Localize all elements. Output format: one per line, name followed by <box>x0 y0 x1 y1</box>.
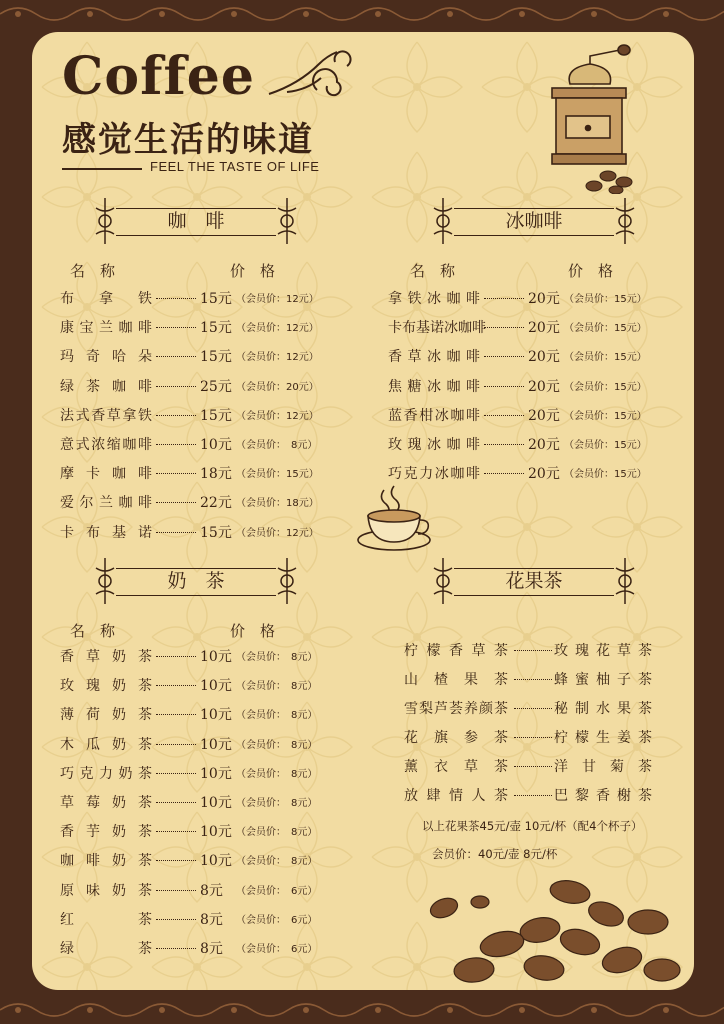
iced-col-price: 价 格 <box>568 262 614 280</box>
dot-leader <box>156 356 196 357</box>
item-price: 10元 <box>200 649 232 665</box>
menu-item-row <box>388 346 648 366</box>
item-name: 玛奇哈朵 <box>60 349 152 366</box>
dot-leader <box>484 444 524 445</box>
fruittea-section-header <box>430 556 638 606</box>
item-member-price: （会员价：12元） <box>236 527 319 539</box>
item-name: 意式浓缩咖啡 <box>60 437 152 453</box>
item-name: 爱尔兰咖啡 <box>60 495 152 512</box>
dot-leader <box>484 415 524 416</box>
coffee-cup-icon <box>354 482 434 562</box>
item-member-price: （会员价：18元） <box>236 498 319 510</box>
fruittea-row <box>404 640 654 660</box>
menu-item-row <box>60 317 320 337</box>
menu-item-row <box>388 434 648 454</box>
fruittea-row <box>404 669 654 689</box>
fruittea-name-right: 柠檬生姜茶 <box>554 730 652 746</box>
fruittea-price-note: 以上花果茶45元/壶 10元/杯（配4个杯子） <box>422 819 643 833</box>
item-member-price: （会员价：12元） <box>236 323 319 335</box>
item-name: 拿铁冰咖啡 <box>388 291 480 307</box>
dot-leader <box>156 444 196 445</box>
fruittea-name-left: 山楂果茶 <box>404 672 508 688</box>
menu-item-row <box>60 463 320 483</box>
menu-item-row <box>388 288 648 308</box>
menu-item-row <box>388 463 648 483</box>
item-member-price: （会员价：15元） <box>236 469 319 481</box>
item-price: 15元 <box>200 349 232 366</box>
item-price: 20元 <box>528 407 560 424</box>
item-price: 20元 <box>528 291 560 307</box>
menu-item-row <box>60 405 320 425</box>
milktea-section-header <box>92 556 300 606</box>
fruittea-name-right: 洋甘菊茶 <box>554 759 652 775</box>
item-member-price: （会员价：12元） <box>236 294 319 305</box>
item-name: 摩卡咖啡 <box>60 466 152 483</box>
coffee-section-title: 咖 啡 <box>167 210 225 232</box>
item-member-price: （会员价： 8元） <box>236 827 318 839</box>
item-member-price: （会员价： 8元） <box>236 681 318 693</box>
dot-leader <box>484 356 524 357</box>
bottom-border-ornament <box>0 996 724 1024</box>
menu-item-row <box>60 880 320 900</box>
dot-leader <box>484 327 524 328</box>
dot-leader <box>156 656 196 657</box>
dot-leader <box>156 831 196 832</box>
item-price: 10元 <box>200 853 232 870</box>
fruittea-name-left: 雪梨芦荟养颜茶 <box>404 701 508 717</box>
item-member-price: （会员价：15元） <box>564 381 647 393</box>
iced-col-name: 名 称 <box>410 262 456 280</box>
menu-item-row <box>388 405 648 425</box>
dot-leader <box>514 708 552 709</box>
fruittea-section-title: 花果茶 <box>505 570 563 592</box>
dot-leader <box>156 802 196 803</box>
dot-leader <box>156 685 196 686</box>
item-price: 18元 <box>200 466 232 483</box>
dot-leader <box>156 415 196 416</box>
menu-item-row <box>60 434 320 454</box>
dot-leader <box>514 737 552 738</box>
menu-panel <box>32 32 694 990</box>
item-name: 玫瑰冰咖啡 <box>388 437 480 453</box>
item-name: 绿茶 <box>60 941 152 957</box>
dot-leader <box>156 502 196 503</box>
brand-title: Coffee <box>62 46 255 107</box>
item-member-price: （会员价：15元） <box>564 410 647 422</box>
dot-leader <box>156 948 196 949</box>
item-member-price: （会员价： 8元） <box>236 710 318 722</box>
item-price: 10元 <box>200 437 232 453</box>
item-price: 10元 <box>200 678 232 695</box>
fruittea-name-left: 放肆情人茶 <box>404 788 508 804</box>
item-name: 布拿铁 <box>60 291 152 307</box>
item-name: 原味奶茶 <box>60 882 152 899</box>
dot-leader <box>156 327 196 328</box>
menu-item-row <box>60 646 320 666</box>
dot-leader <box>156 773 196 774</box>
milktea-section-title: 奶 茶 <box>167 570 225 592</box>
item-member-price: （会员价：15元） <box>564 469 647 481</box>
top-border-ornament <box>0 0 724 28</box>
item-price: 15元 <box>200 291 232 307</box>
dot-leader <box>514 679 552 680</box>
item-name: 康宝兰咖啡 <box>60 320 152 337</box>
item-member-price: （会员价： 6元） <box>236 914 318 926</box>
item-member-price: （会员价：15元） <box>564 323 647 335</box>
item-name: 法式香草拿铁 <box>60 407 152 424</box>
item-member-price: （会员价：12元） <box>236 410 319 422</box>
item-price: 10元 <box>200 824 232 841</box>
dot-leader <box>156 386 196 387</box>
item-member-price: （会员价： 8元） <box>236 768 318 780</box>
brand-tagline: FEEL THE TASTE OF LIFE <box>150 159 320 174</box>
menu-item-row <box>60 909 320 929</box>
item-name: 巧克力奶茶 <box>60 765 152 782</box>
item-price: 8元 <box>200 882 223 899</box>
item-name: 草莓奶茶 <box>60 795 152 811</box>
item-price: 20元 <box>528 320 560 337</box>
menu-item-row <box>388 317 648 337</box>
item-name: 巧克力冰咖啡 <box>388 466 480 483</box>
item-price: 8元 <box>200 911 223 928</box>
fruittea-name-left: 薰衣草茶 <box>404 759 508 775</box>
menu-item-row <box>60 346 320 366</box>
item-price: 15元 <box>200 524 232 541</box>
item-member-price: （会员价：20元） <box>236 381 319 393</box>
fruittea-row <box>404 727 654 747</box>
menu-item-row <box>388 376 648 396</box>
iced-section-header <box>430 196 638 246</box>
item-price: 22元 <box>200 495 232 512</box>
coffee-beans-icon <box>400 874 690 990</box>
item-member-price: （会员价： 8元） <box>236 856 318 868</box>
item-member-price: （会员价： 8元） <box>236 798 318 809</box>
dot-leader <box>156 298 196 299</box>
menu-item-row <box>60 288 320 308</box>
dot-leader <box>484 298 524 299</box>
item-member-price: （会员价： 8元） <box>236 652 318 663</box>
item-name: 蓝香柑冰咖啡 <box>388 407 480 424</box>
item-member-price: （会员价：15元） <box>564 440 647 451</box>
item-name: 香草冰咖啡 <box>388 349 480 366</box>
milktea-col-name: 名 称 <box>70 622 116 640</box>
fruittea-name-left: 柠檬香草茶 <box>404 643 508 659</box>
iced-section-title: 冰咖啡 <box>505 210 563 232</box>
item-name: 木瓜奶茶 <box>60 736 152 753</box>
item-member-price: （会员价：15元） <box>564 352 647 364</box>
item-price: 20元 <box>528 349 560 366</box>
coffee-col-name: 名 称 <box>70 262 116 280</box>
menu-item-row <box>60 704 320 724</box>
item-price: 15元 <box>200 407 232 424</box>
milktea-col-price: 价 格 <box>230 622 276 640</box>
item-price: 8元 <box>200 941 223 957</box>
menu-item-row <box>60 734 320 754</box>
menu-item-row <box>60 522 320 542</box>
item-member-price: （会员价：15元） <box>564 294 647 305</box>
fruittea-name-right: 蜂蜜柚子茶 <box>554 672 652 688</box>
item-price: 20元 <box>528 466 560 483</box>
item-member-price: （会员价：12元） <box>236 352 319 364</box>
flourish-icon <box>267 42 357 112</box>
item-name: 焦糖冰咖啡 <box>388 378 480 395</box>
fruittea-name-right: 玫瑰花草茶 <box>554 643 652 659</box>
item-price: 10元 <box>200 736 232 753</box>
dot-leader <box>156 919 196 920</box>
item-name: 绿茶咖啡 <box>60 378 152 395</box>
item-member-price: （会员价： 8元） <box>236 440 318 451</box>
menu-item-row <box>60 792 320 812</box>
item-price: 10元 <box>200 765 232 782</box>
menu-item-row <box>60 376 320 396</box>
menu-item-row <box>60 492 320 512</box>
item-price: 10元 <box>200 707 232 724</box>
tagline-rule <box>62 168 142 170</box>
fruittea-member-note: 会员价：40元/壶 8元/杯 <box>432 847 558 861</box>
item-name: 咖啡奶茶 <box>60 853 152 870</box>
dot-leader <box>514 795 552 796</box>
item-name: 卡布基诺冰咖啡 <box>388 320 486 337</box>
item-member-price: （会员价： 8元） <box>236 739 318 751</box>
dot-leader <box>156 532 196 533</box>
item-price: 15元 <box>200 320 232 337</box>
menu-item-row <box>60 675 320 695</box>
item-name: 薄荷奶茶 <box>60 707 152 724</box>
dot-leader <box>156 473 196 474</box>
menu-item-row <box>60 821 320 841</box>
item-name: 香芋奶茶 <box>60 824 152 841</box>
dot-leader <box>514 650 552 651</box>
fruittea-row <box>404 698 654 718</box>
fruittea-name-right: 巴黎香榭茶 <box>554 788 652 804</box>
dot-leader <box>484 386 524 387</box>
coffee-section-header <box>92 196 300 246</box>
item-name: 玫瑰奶茶 <box>60 678 152 695</box>
coffee-col-price: 价 格 <box>230 262 276 280</box>
item-member-price: （会员价： 6元） <box>236 944 318 955</box>
menu-item-row <box>60 850 320 870</box>
item-price: 20元 <box>528 437 560 453</box>
item-price: 25元 <box>200 378 232 395</box>
coffee-grinder-icon <box>530 44 640 194</box>
fruittea-name-left: 花旗参茶 <box>404 730 508 746</box>
menu-item-row <box>60 763 320 783</box>
dot-leader <box>156 744 196 745</box>
dot-leader <box>514 766 552 767</box>
item-name: 红茶 <box>60 911 152 928</box>
item-price: 20元 <box>528 378 560 395</box>
item-member-price: （会员价： 6元） <box>236 885 318 897</box>
item-name: 卡布基诺 <box>60 524 152 541</box>
dot-leader <box>156 714 196 715</box>
brand-subtitle: 感觉生活的味道 <box>62 120 314 160</box>
dot-leader <box>156 860 196 861</box>
fruittea-row <box>404 785 654 805</box>
item-name: 香草奶茶 <box>60 649 152 665</box>
item-price: 10元 <box>200 795 232 811</box>
fruittea-row <box>404 756 654 776</box>
menu-item-row <box>60 938 320 958</box>
dot-leader <box>484 473 524 474</box>
fruittea-name-right: 秘制水果茶 <box>554 701 652 717</box>
dot-leader <box>156 890 196 891</box>
